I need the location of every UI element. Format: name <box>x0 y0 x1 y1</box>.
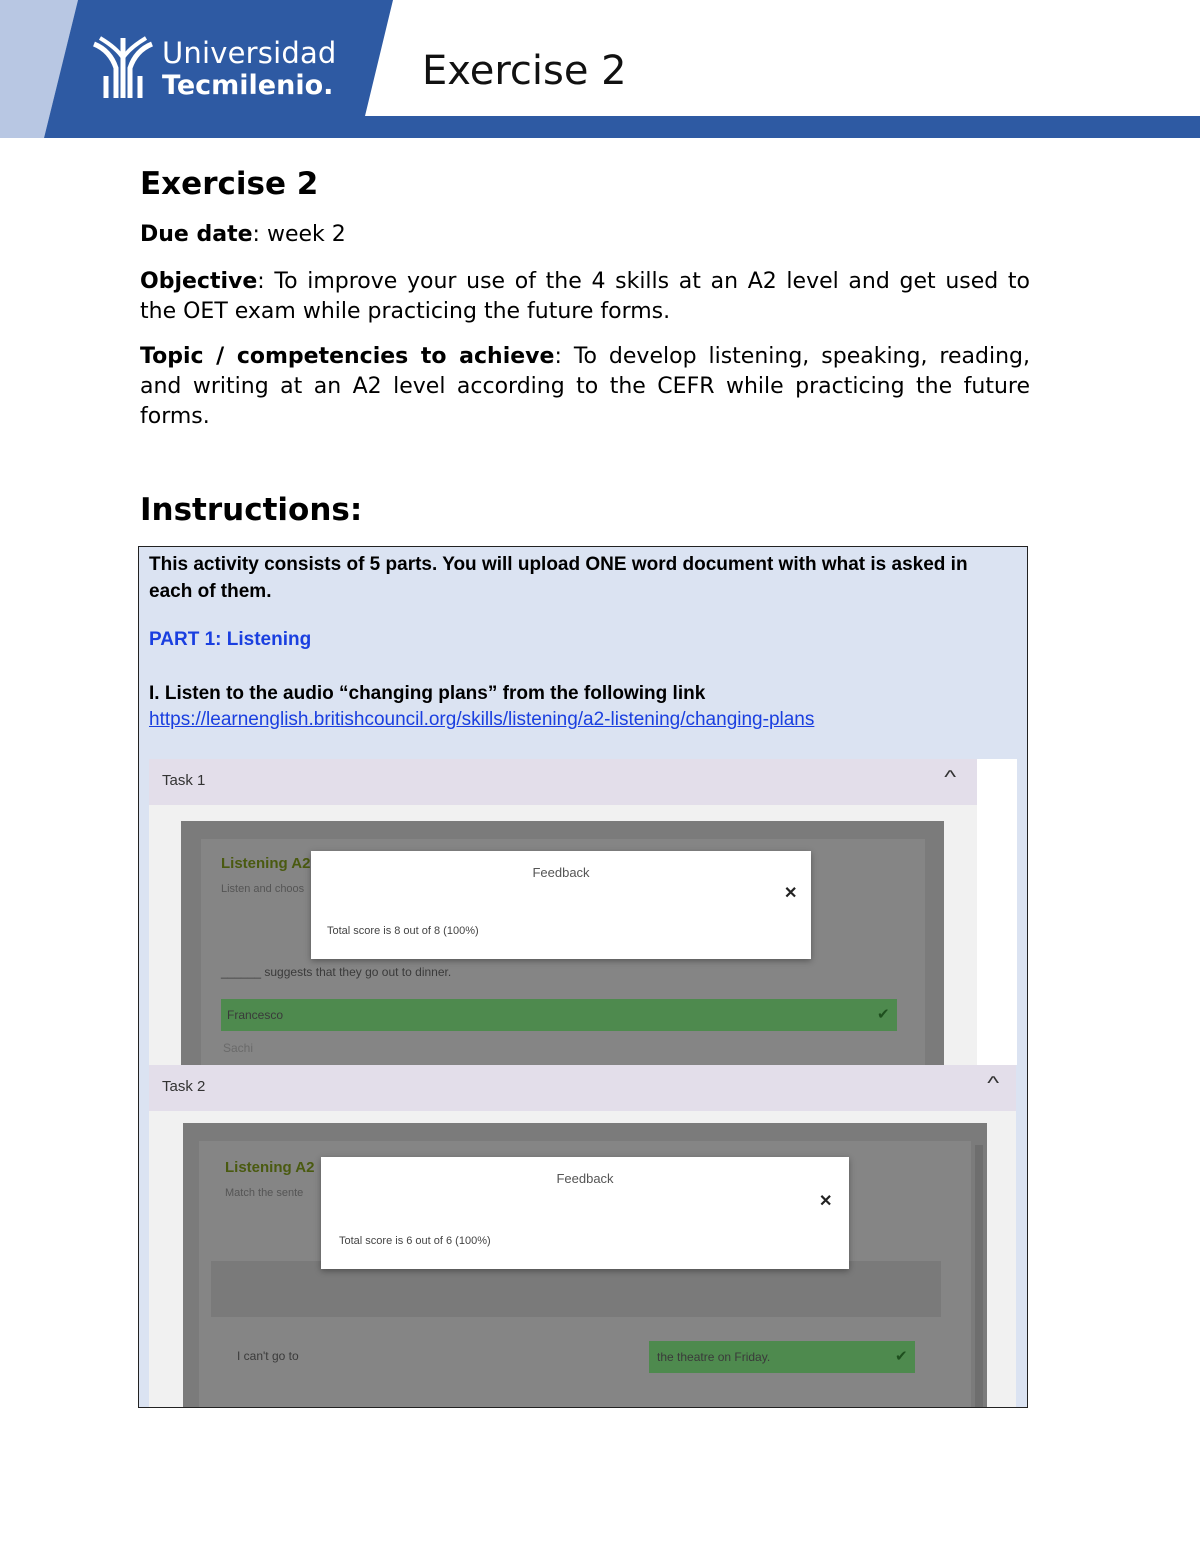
task1-modal-title: Feedback <box>532 865 590 880</box>
listen-instruction: I. Listen to the audio “changing plans” from the following link <box>149 683 706 704</box>
objective-label: Objective <box>140 269 258 294</box>
objective-text: : To improve your use of the 4 skills at an A2 level and get used to the OET exam while practicing the future forms. <box>140 269 1030 324</box>
task1-question: ______ suggests that they go out to dinner. <box>221 965 452 979</box>
task2-screenshot <box>183 1123 987 1407</box>
task2-screen-subtitle: Match the sente <box>225 1187 304 1199</box>
task2-drop-area <box>211 1261 941 1317</box>
task1-header[interactable] <box>149 759 1016 805</box>
scrollbar[interactable] <box>975 1145 983 1407</box>
objective-paragraph <box>140 267 1030 327</box>
checkmark-icon: ✔ <box>895 1348 908 1365</box>
instructions-intro: This activity consists of 5 parts. You will upload ONE word document with what is asked in each of them. <box>149 554 968 602</box>
chevron-up-icon[interactable]: ^ <box>987 1073 1000 1093</box>
task2-panel <box>149 1065 1016 1407</box>
task1-screen-title: Listening A2 <box>221 855 311 872</box>
task2-row-left: I can't go to <box>237 1349 299 1363</box>
topic-label: Topic / competencies to achieve <box>140 344 555 369</box>
exercise-heading: Exercise 2 <box>140 166 319 202</box>
instructions-box <box>138 546 1028 1408</box>
close-icon[interactable]: ✕ <box>784 885 798 902</box>
task2-feedback-modal <box>321 1157 849 1269</box>
task1-screenshot <box>181 821 944 1065</box>
logo-text-universidad: Universidad <box>162 36 337 70</box>
task1-option-other: Sachi <box>223 1041 254 1055</box>
logo-text-tecmilenio: Tecmilenio. <box>162 70 334 101</box>
task1-option-selected: Francesco <box>227 1008 284 1022</box>
checkmark-icon: ✔ <box>877 1006 890 1023</box>
task2-score: Total score is 6 out of 6 (100%) <box>339 1235 491 1247</box>
task2-label: Task 2 <box>162 1078 206 1095</box>
close-icon[interactable]: ✕ <box>819 1193 833 1210</box>
task1-margin <box>977 759 1017 1065</box>
audio-link[interactable]: https://learnenglish.britishcouncil.org/skills/listening/a2-listening/changing-plans <box>149 709 815 730</box>
task2-modal-title: Feedback <box>556 1171 614 1186</box>
task1-label: Task 1 <box>162 772 206 789</box>
task1-correct-option <box>221 999 897 1031</box>
task2-answer-chip <box>649 1341 915 1373</box>
due-date-value: : week 2 <box>252 222 346 247</box>
task2-header[interactable] <box>149 1065 1016 1111</box>
tecmilenio-logo <box>90 34 340 104</box>
header-banner <box>0 0 1200 138</box>
task1-score: Total score is 8 out of 8 (100%) <box>327 925 479 937</box>
task2-screen-title: Listening A2 <box>225 1159 315 1176</box>
task1-screen-subtitle: Listen and choos <box>221 883 305 895</box>
instructions-heading: Instructions: <box>140 492 363 528</box>
part1-heading: PART 1: Listening <box>149 629 312 650</box>
topic-text: : To develop listening, speaking, reading, and writing at an A2 level according to the CEFR while practicing the future forms. <box>140 344 1030 429</box>
due-date-paragraph <box>140 222 1030 247</box>
due-date-label: Due date <box>140 222 253 247</box>
task2-row-right: the theatre on Friday. <box>657 1350 771 1364</box>
chevron-up-icon[interactable]: ^ <box>944 767 957 787</box>
topic-paragraph <box>140 342 1030 432</box>
task1-panel <box>149 759 1016 1065</box>
task1-feedback-modal <box>311 851 811 959</box>
tecmilenio-logo-icon <box>90 34 156 100</box>
header-title: Exercise 2 <box>422 48 627 94</box>
